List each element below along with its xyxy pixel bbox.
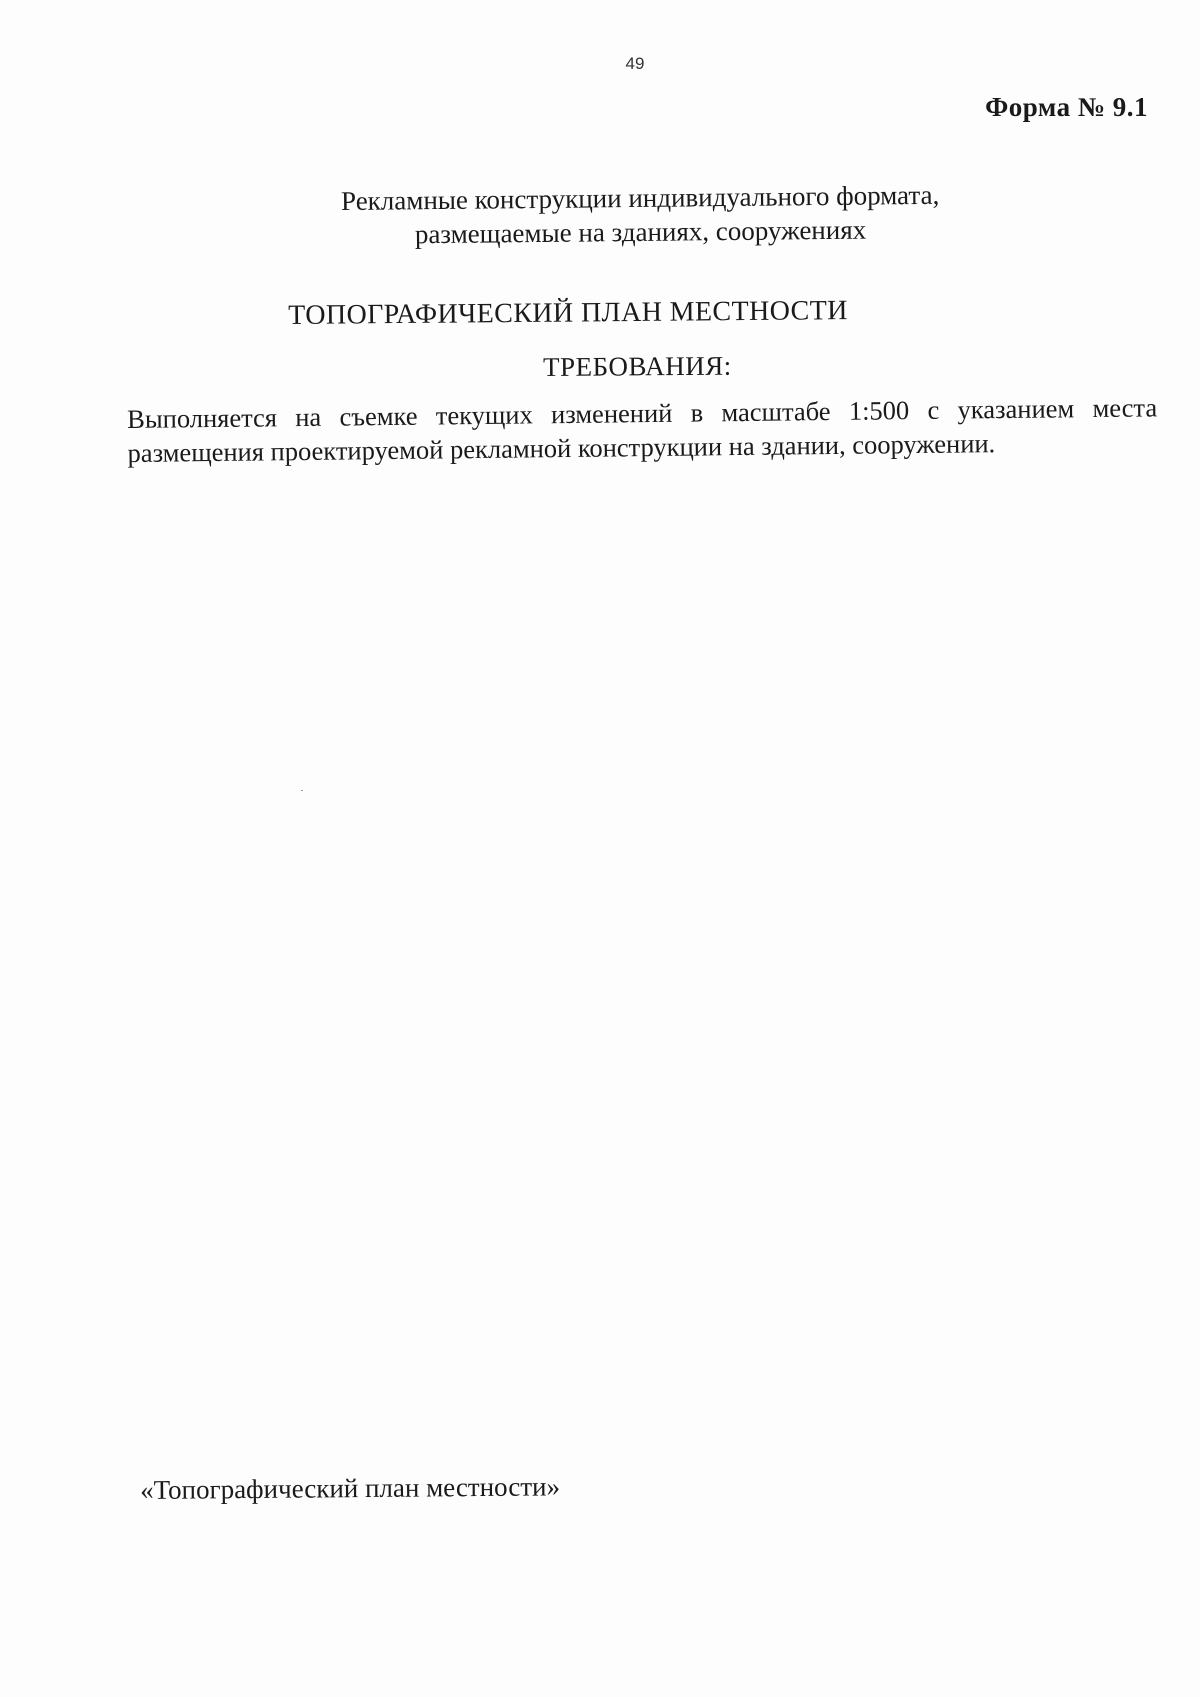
page-number: 49 — [625, 54, 645, 73]
form-number: Форма № 9.1 — [985, 92, 1148, 122]
plan-caption: «Топографический план местности» — [140, 1471, 561, 1505]
scan-speck — [301, 790, 303, 791]
requirements-heading: ТРЕБОВАНИЯ: — [543, 350, 732, 382]
title-line-2: размещаемые на зданиях, сооружениях — [414, 214, 867, 250]
requirements-text: Выполняется на съемке текущих изменений в масштабе 1:500 с указанием места размещения проектируемой рекламной конструкции на здании, сооружении. — [127, 392, 1158, 468]
document-title — [250, 177, 1031, 253]
title-line-1: Рекламные конструкции индивидуального формата, — [340, 179, 940, 217]
plan-heading: ТОПОГРАФИЧЕСКИЙ ПЛАН МЕСТНОСТИ — [288, 295, 848, 331]
